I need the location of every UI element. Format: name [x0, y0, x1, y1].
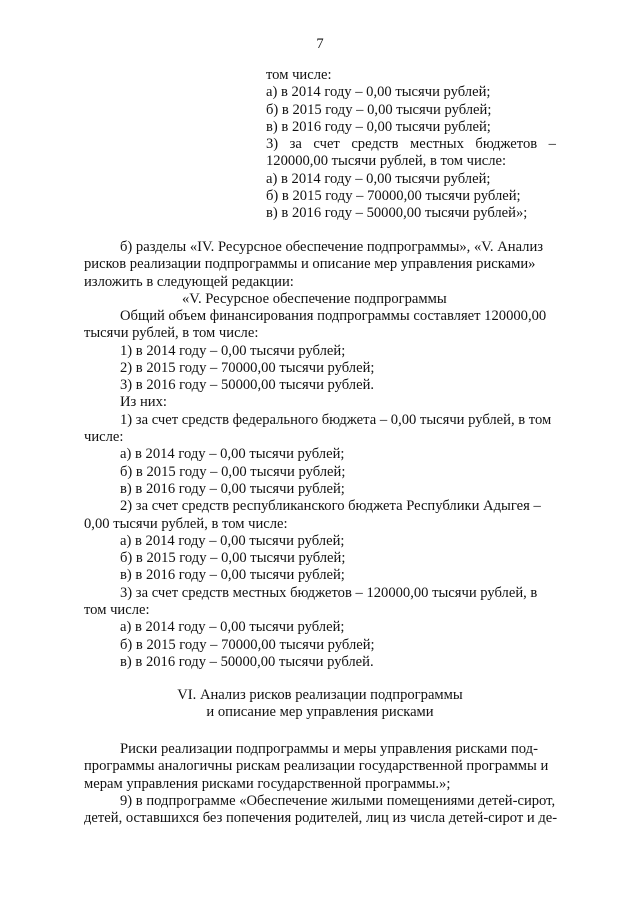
list-item: а) в 2014 году – 0,00 тысячи рублей; — [120, 446, 345, 463]
text-line: детей, оставшихся без попечения родителей, лиц из числа детей-сирот и де- — [84, 810, 558, 827]
text-line: 120000,00 тысячи рублей, в том числе: — [266, 153, 507, 170]
list-item: б) в 2015 году – 0,00 тысячи рублей; — [120, 463, 346, 480]
text-line: б) разделы «IV. Ресурсное обеспечение подпрограммы», «V. Анализ — [120, 239, 544, 255]
page-number: 7 — [316, 36, 324, 52]
text-line: рисков реализации подпрограммы и описание мер управления рисками» — [84, 256, 536, 273]
section-heading: и описание мер управления рисками — [206, 704, 434, 720]
list-item: а) в 2014 году – 0,00 тысячи рублей; — [266, 84, 491, 101]
list-item: б) в 2015 году – 70000,00 тысячи рублей; — [266, 188, 521, 205]
list-item: в) в 2016 году – 50000,00 тысячи рублей»; — [266, 205, 528, 222]
list-item: в) в 2016 году – 0,00 тысячи рублей; — [120, 567, 345, 584]
list-item: 3) в 2016 году – 50000,00 тысячи рублей. — [120, 377, 375, 394]
word: счет — [313, 136, 340, 153]
list-item: в) в 2016 году – 50000,00 тысячи рублей. — [120, 653, 374, 670]
text-line: Риски реализации подпрограммы и меры управления рисками под- — [120, 741, 538, 757]
list-item: б) в 2015 году – 70000,00 тысячи рублей; — [120, 636, 375, 653]
financing-section — [84, 308, 568, 671]
text-line: тысячи рублей, в том числе: — [84, 325, 259, 342]
amendment-paragraph — [84, 239, 568, 308]
list-item: а) в 2014 году – 0,00 тысячи рублей; — [266, 170, 491, 187]
text-line: программы аналогичны рискам реализации государственной программы и — [84, 758, 549, 775]
word: – — [548, 136, 556, 153]
word: средств — [351, 136, 399, 153]
text-line: том числе: — [266, 67, 332, 83]
word: за — [289, 136, 302, 153]
list-item: б) в 2015 году – 0,00 тысячи рублей; — [266, 101, 492, 118]
list-item: в) в 2016 году – 0,00 тысячи рублей; — [120, 480, 345, 497]
word: 3) — [266, 136, 279, 153]
text-line: «V. Ресурсное обеспечение подпрограммы — [182, 290, 447, 307]
risks-paragraph — [84, 741, 568, 827]
text-line: числе: — [84, 429, 124, 446]
list-item: б) в 2015 году – 0,00 тысячи рублей; — [120, 550, 346, 567]
section-heading: VI. Анализ рисков реализации подпрограммы — [177, 687, 463, 703]
text-line: 3) за счет средств местных бюджетов – 120000,00 тысячи рублей, в — [120, 584, 538, 601]
text-line: 1) за счет средств федерального бюджета – 0,00 тысячи рублей, в том — [120, 411, 552, 428]
top-continuation — [266, 67, 556, 223]
text-line: Из них: — [120, 394, 167, 411]
text-line: том числе: — [84, 602, 150, 619]
text-line: 9) в подпрограмме «Обеспечение жилыми помещениями детей-сирот, — [120, 792, 556, 809]
word: бюджетов — [475, 136, 538, 153]
text-line: 2) за счет средств республиканского бюджета Республики Адыгея – — [120, 498, 541, 515]
text-line: 0,00 тысячи рублей, в том числе: — [84, 515, 288, 532]
list-item: а) в 2014 году – 0,00 тысячи рублей; — [120, 619, 345, 636]
local-budget-line — [266, 136, 556, 153]
text-line: Общий объем финансирования подпрограммы составляет 120000,00 — [120, 308, 547, 324]
word: местных — [410, 136, 464, 153]
text-line: мерам управления рисками государственной программы.»; — [84, 775, 451, 792]
text-line: изложить в следующей редакции: — [84, 273, 294, 290]
list-item: 1) в 2014 году – 0,00 тысячи рублей; — [120, 342, 346, 359]
list-item: а) в 2014 году – 0,00 тысячи рублей; — [120, 532, 345, 549]
list-item: 2) в 2015 году – 70000,00 тысячи рублей; — [120, 359, 375, 376]
list-item: в) в 2016 году – 0,00 тысячи рублей; — [266, 118, 491, 135]
